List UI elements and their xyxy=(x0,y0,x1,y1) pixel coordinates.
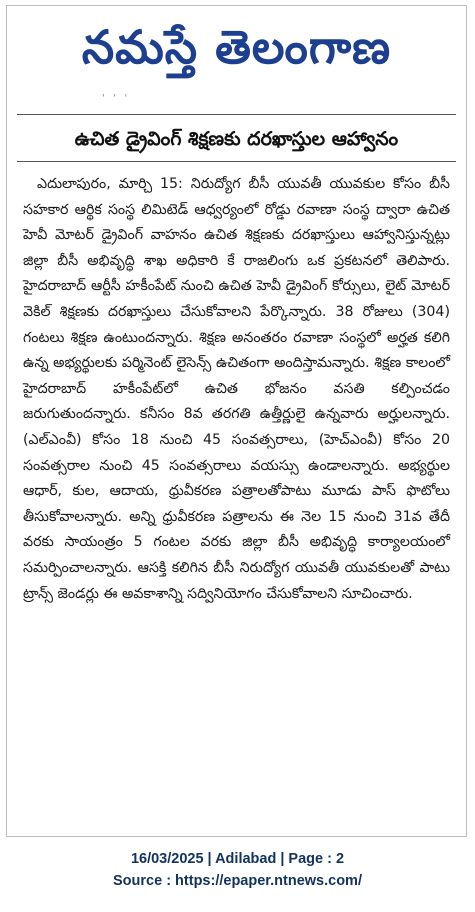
clipping-footer xyxy=(0,848,475,892)
headline-top-rule xyxy=(17,114,456,115)
newspaper-masthead: నమస్తే తెలంగాణ xyxy=(81,20,392,74)
article-body: ఎదులాపురం, మార్చి 15: నిరుద్యోగ బీసీ యువతీ యువకుల కోసం బీసీ సహకార ఆర్థిక సంస్థ లిమిటెడ్ ఆధ్వర్యంలో రోడ్డు రవాణా సంస్థ ద్వారా ఉచిత హెవీ మోటర్ డ్రైవింగ్ వాహనం ఉచిత శిక్షణకు దరఖాస్తులు ఆహ్వానిస్తున్నట్లు జిల్లా బీసీ అభివృద్ధి శాఖ అధికారి కే రాజలింగు ఒక ప్రకటనలో తెలిపారు. హైదరాబాద్ ఆర్టీసీ హకీంపేట్ నుంచి ఉచిత హెవీ డ్రైవింగ్ కోర్సులు, లైట్ మోటర్ వెకిల్ శిక్షణకు దరఖాస్తులు చేసుకోవాలని పేర్కొన్నారు. 38 రోజులు (304) గంటలు శిక్షణ ఉంటుందన్నారు. శిక్షణ అనంతరం రవాణా సంస్థలో అర్హత కలిగి ఉన్న అభ్యర్థులకు పర్మినెంట్ లైసెన్స్ ఉచితంగా అందిస్తామన్నారు. శిక్షణ కాలంలో హైదరాబాద్ హకీంపేట్‌లో ఉచిత భోజనం వసతి కల్పించడం జరుగుతుందన్నారు. కనీసం 8వ తరగతి ఉత్తీర్ణులై ఉన్నవారు అర్హులన్నారు. (ఎల్ఎంవీ) కోసం 18 నుంచి 45 సంవత్సరాలు, (హెచ్ఎంవీ) కోసం 20 సంవత్సరాల నుంచి 45 సంవత్సరాలు వయస్సు ఉండాలన్నారు. అభ్యర్థుల ఆధార్, కుల, ఆదాయ, ధ్రువీకరణ పత్రాలతోపాటు మూడు పాస్ ఫొటోలు తీసుకోవాలన్నారు. అన్ని ధ్రువీకరణ పత్రాలను ఈ నెల 15 నుంచి 31వ తేదీ వరకు సాయంత్రం 5 గంటల వరకు జిల్లా బీసీ అభివృద్ధి కార్యాలయంలో సమర్పించాలన్నారు. ఆసక్తి కలిగిన బీసీ నిరుద్యోగ యువతీ యువకులతో పాటు ట్రాన్స్ జెండర్లు ఈ అవకాశాన్ని సద్వినియోగం చేసుకోవాలని సూచించారు. xyxy=(23,176,450,602)
headline-bottom-rule xyxy=(17,161,456,162)
edition-info: 16/03/2025 | Adilabad | Page : 2 xyxy=(130,851,345,867)
column-fragment-mark: ˈ ˈ ˈ xyxy=(102,94,131,104)
clipping-frame xyxy=(6,5,467,837)
source-link[interactable]: Source : https://epaper.ntnews.com/ xyxy=(113,873,362,889)
article-headline: ఉచిత డ్రైవింగ్ శిక్షణకు దరఖాస్తుల ఆహ్వానం xyxy=(74,128,399,150)
